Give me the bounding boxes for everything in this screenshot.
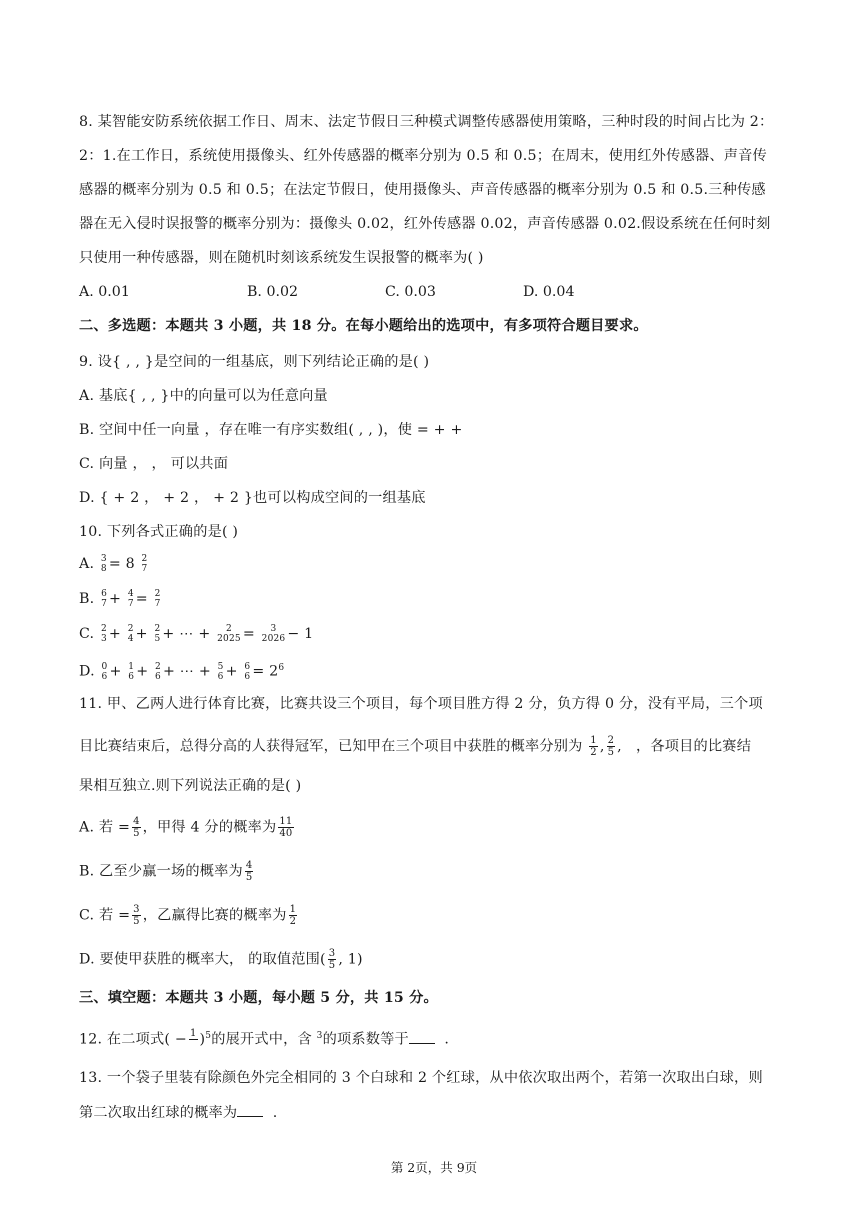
q8-line-5: 只使用一种传感器，则在随机时刻该系统发生误报警的概率为( ) bbox=[79, 250, 484, 266]
q13-line-1: 13. 一个袋子里装有除颜色外完全相同的 3 个白球和 2 个红球，从中依次取出两个，若第一次取出白球，则 bbox=[79, 1070, 763, 1086]
q10-option-c: C. 2 3 + 2 4 + 2 5 + ⋯ + 2 2025 = 3 2026 − 1 bbox=[79, 624, 314, 644]
q12-middle-text: 的展开式中，含 bbox=[211, 1031, 317, 1048]
q12-prefix: 12. 在二项式( − bbox=[79, 1031, 187, 1048]
q10-b-rhs: 2 7 bbox=[154, 589, 161, 609]
q10-a-rhs: 2 7 bbox=[141, 554, 148, 574]
q10-option-d: D. 0 6 + 1 6 + 2 6 + ⋯ + 5 6 + 6 6 = $2^6$ bbox=[79, 661, 285, 682]
q10-b-term-2: 4 7 bbox=[127, 589, 134, 609]
q11-a-frac-4-5: $\frac{4}{5}$ bbox=[133, 816, 140, 839]
q10-option-b: B. 6 7 + 4 7 = 2 7 bbox=[79, 589, 161, 609]
q10-option-b-label: B. bbox=[79, 591, 95, 607]
q9-option-b: B. 空间中任一向量 ，存在唯一有序实数组( , , )，使 = + + bbox=[79, 422, 463, 438]
q10-c-term-3: 2 5 bbox=[154, 624, 161, 644]
q8-line-3: 感器的概率分别为 0.5 和 0.5；在法定节假日，使用摄像头、声音传感器的概率分别为 0.5 和 0.5.三种传感 bbox=[79, 182, 766, 198]
q11-option-c bbox=[79, 904, 828, 927]
q11-b-prefix: B. 乙至少赢一场的概率为 bbox=[79, 863, 243, 880]
q11-option-d: D. 要使甲获胜的概率大， 的取值范围( $\frac{3}{5}$ , 1) bbox=[79, 948, 363, 971]
q11-b-frac-4-5: $\frac{4}{5}$ bbox=[245, 860, 253, 883]
q9-option-a: A. 基底{ , , }中的向量可以为任意向量 bbox=[79, 388, 328, 404]
q11-c-frac-1-2: $\frac{1}{2}$ bbox=[289, 904, 297, 927]
q13-line-2 bbox=[79, 1102, 828, 1123]
q11-option-a bbox=[79, 816, 828, 839]
q11-option-b bbox=[79, 860, 828, 883]
q10-option-a: A. 3 8 = 8 2 7 bbox=[79, 554, 148, 574]
q10-d-term-5: 6 6 bbox=[244, 661, 251, 682]
q12-answer-blank[interactable] bbox=[409, 1029, 435, 1044]
q11-line-2-tail: ，各项目的比赛结 bbox=[635, 738, 752, 755]
q11-c-prefix: C. 若 = bbox=[79, 907, 131, 924]
q10-d-term-4: 5 6 bbox=[217, 661, 224, 682]
section-2-heading: 二、多选题：本题共 3 小题，共 18 分。在每小题给出的选项中，有多项符合题目要求。 bbox=[79, 318, 648, 334]
q10-option-d-label: D. bbox=[79, 663, 95, 680]
q11-line-3: 果相互独立.则下列说法正确的是( ) bbox=[79, 778, 302, 794]
q13-line-2-text: 第二次取出红球的概率为 bbox=[79, 1105, 238, 1121]
q10-c-term-4: 2 2025 bbox=[217, 624, 241, 644]
q8-option-c: C. 0.03 bbox=[385, 284, 436, 300]
q10-a-lhs: 3 8 bbox=[100, 554, 107, 574]
q12-end-text: 的项系数等于 bbox=[322, 1031, 409, 1048]
q13-period: . bbox=[272, 1105, 278, 1121]
q12-period: . bbox=[444, 1031, 450, 1048]
q11-line-2: 目比赛结束后，总得分高的人获得冠军，已知甲在三个项目中获胜的概率分别为 $\frac{1}{2}$ , $\frac{2}{5}$ , ，各项目的比赛结 bbox=[79, 735, 752, 758]
q10-c-term-1: 2 3 bbox=[100, 624, 107, 644]
q10-d-term-3: 2 6 bbox=[155, 661, 161, 682]
q11-c-frac-3-5: $\frac{3}{5}$ bbox=[133, 904, 140, 927]
q12: 12. 在二项式( − 1 )$^5$的展开式中，含 $^3$的项系数等于 . bbox=[79, 1026, 828, 1051]
q10-option-c-label: C. bbox=[79, 626, 95, 642]
q11-a-frac-11-40: $\frac{11}{40}$ bbox=[279, 816, 293, 839]
q10-b-term-1: 6 7 bbox=[101, 589, 107, 609]
q8-option-d: D. 0.04 bbox=[523, 284, 575, 300]
q11-a-prefix: A. 若 = bbox=[79, 819, 131, 836]
q8-line-2: 2：1.在工作日，系统使用摄像头、红外传感器的概率分别为 0.5 和 0.5；在周末，使用红外传感器、声音传 bbox=[79, 148, 767, 164]
q11-line-2-text: 目比赛结束后，总得分高的人获得冠军，已知甲在三个项目中获胜的概率分别为 bbox=[79, 738, 583, 755]
q9-option-c: C. 向量 ， ， 可以共面 bbox=[79, 456, 229, 472]
q10-stem: 10. 下列各式正确的是( ) bbox=[79, 524, 239, 540]
q11-c-mid: ，乙赢得比赛的概率为 bbox=[142, 907, 287, 924]
q8-line-4: 器在无入侵时误报警的概率分别为：摄像头 0.02，红外传感器 0.02，声音传感器 0.02.假设系统在任何时刻 bbox=[79, 216, 771, 232]
q11-line-1: 11. 甲、乙两人进行体育比赛，比赛共设三个项目，每个项目胜方得 2 分，负方得 0 分，没有平局，三个项 bbox=[79, 696, 763, 712]
q10-d-term-2: 1 6 bbox=[128, 661, 135, 682]
q12-paren: ) bbox=[199, 1031, 206, 1048]
q9-stem: 9. 设{ , , }是空间的一组基底，则下列结论正确的是( ) bbox=[79, 354, 430, 370]
q8-option-a: A. 0.01 bbox=[79, 284, 130, 300]
q11-frac-2-5: $\frac{2}{5}$ bbox=[607, 735, 615, 758]
q10-c-rhs: 3 2026 bbox=[261, 624, 286, 644]
q11-frac-1-2: $\frac{1}{2}$ bbox=[590, 735, 597, 758]
q8-option-b: B. 0.02 bbox=[247, 284, 299, 300]
q10-c-term-2: 2 4 bbox=[127, 624, 134, 644]
q11-d-prefix: D. 要使甲获胜的概率大， 的取值范围( bbox=[79, 951, 326, 968]
q12-frac-1: 1 bbox=[189, 1028, 197, 1040]
q11-a-mid: ，甲得 4 分的概率为 bbox=[142, 819, 277, 836]
q8-line-1: 8. 某智能安防系统依据工作日、周末、法定节假日三种模式调整传感器使用策略，三种时段的时间占比为 2： bbox=[79, 114, 774, 130]
q11-d-frac-3-5: $\frac{3}{5}$ bbox=[328, 948, 336, 971]
q10-d-term-1: 0 6 bbox=[101, 661, 108, 682]
page-footer: 第 2页，共 9页 bbox=[390, 1160, 478, 1175]
q10-option-a-label: A. bbox=[79, 556, 95, 572]
q9-option-d: D. { + 2 ， + 2 ， + 2 }也可以构成空间的一组基底 bbox=[79, 490, 426, 506]
q13-answer-blank[interactable] bbox=[237, 1102, 263, 1117]
section-3-heading: 三、填空题：本题共 3 小题，每小题 5 分，共 15 分。 bbox=[79, 990, 438, 1006]
